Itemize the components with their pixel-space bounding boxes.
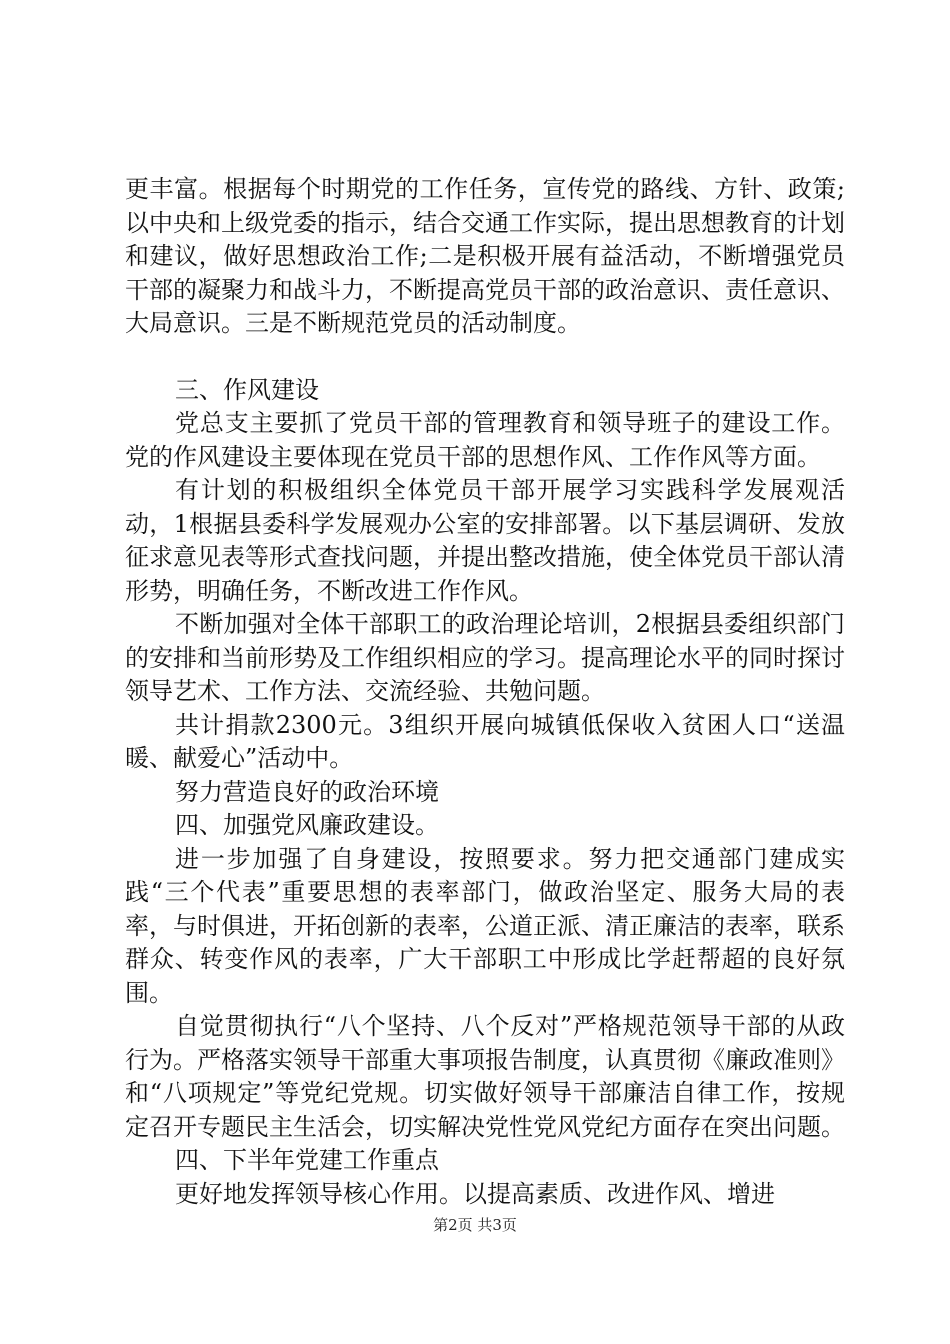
paragraph: 更好地发挥领导核心作用。以提高素质、改进作风、增进 (175, 1179, 775, 1208)
paragraph: 进一步加强了自身建设，按照要求。努力把交通部门建成实践“三个代表”重要思想的表率部门，做政治坚定、服务大局的表率，与时俱进，开拓创新的表率，公道正派、清正廉洁的表率，联系群众、转变作风的表率，广大干部职工中形成比学赶帮超的良好氛围。 (125, 844, 845, 1007)
page-footer: 第2页 共3页 (433, 1216, 517, 1234)
paragraph: 努力营造良好的政治环境 (175, 777, 439, 806)
section-heading: 四、下半年党建工作重点 (175, 1146, 439, 1174)
paragraph: 有计划的积极组织全体党员干部开展学习实践科学发展观活动，1根据县委科学发展观办公室的安排部署。以下基层调研、发放征求意见表等形式查找问题，并提出整改措施，使全体党员干部认清形势，明确任务，不断改进工作作风。 (125, 476, 845, 605)
section-heading: 四、加强党风廉政建设。 (175, 811, 439, 839)
paragraph: 不断加强对全体干部职工的政治理论培训，2根据县委组织部门的安排和当前形势及工作组织相应的学习。提高理论水平的同时探讨领导艺术、工作方法、交流经验、共勉问题。 (125, 610, 845, 705)
paragraph: 共计捐款2300元。3组织开展向城镇低保收入贫困人口“送温暖、献爱心”活动中。 (125, 710, 845, 772)
paragraph: 自觉贯彻执行“八个坚持、八个反对”严格规范领导干部的从政行为。严格落实领导干部重大事项报告制度，认真贯彻《廉政准则》和“八项规定”等党纪党规。切实做好领导干部廉洁自律工作，按规定召开专题民主生活会，切实解决党性党风党纪方面存在突出问题。 (125, 1012, 845, 1141)
document-body (125, 173, 845, 1211)
paragraph: 党总支主要抓了党员干部的管理教育和领导班子的建设工作。党的作风建设主要体现在党员干部的思想作风、工作作风等方面。 (125, 409, 845, 471)
paragraph: 更丰富。根据每个时期党的工作任务，宣传党的路线、方针、政策;以中央和上级党委的指示，结合交通工作实际，提出思想教育的计划和建议，做好思想政治工作;二是积极开展有益活动，不断增强党员干部的凝聚力和战斗力，不断提高党员干部的政治意识、责任意识、大局意识。三是不断规范党员的活动制度。 (125, 175, 845, 337)
section-heading: 三、作风建设 (175, 375, 319, 404)
